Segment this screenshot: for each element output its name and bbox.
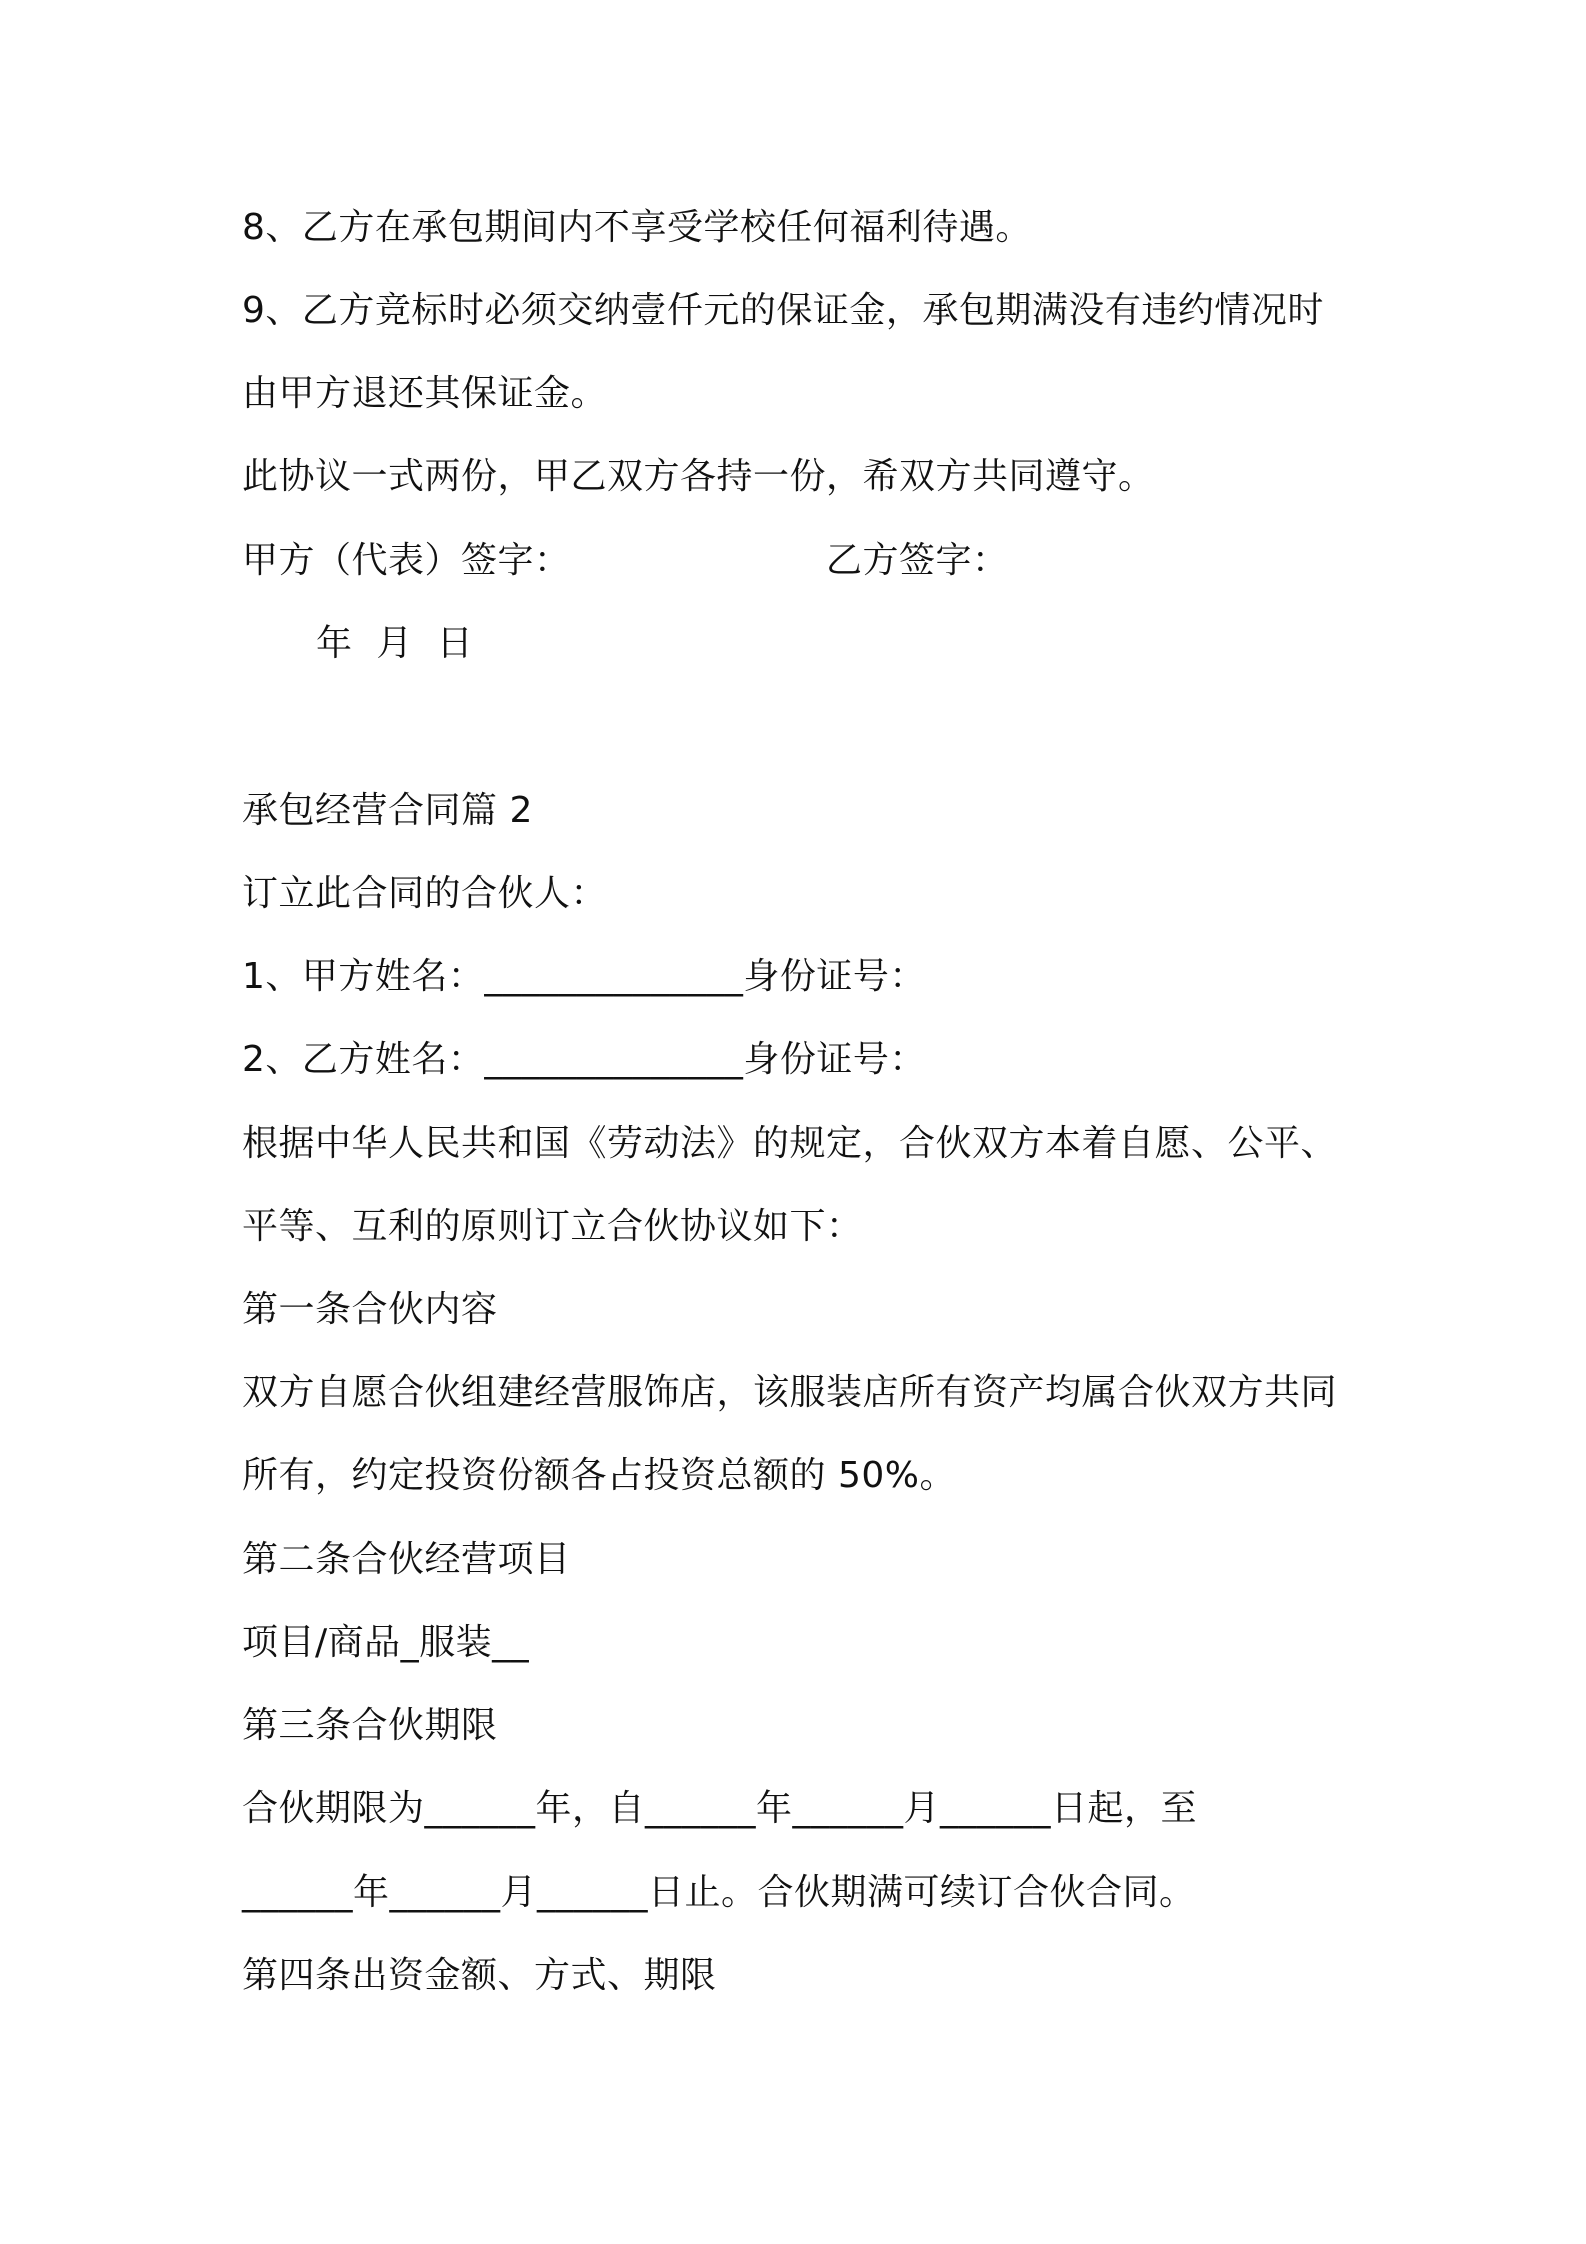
article-3-line-1: 合伙期限为______年，自______年______月______日起，至 [242, 1788, 1198, 1829]
section-2-title: 承包经营合同篇 2 [242, 790, 533, 831]
article-1-line-1: 双方自愿合伙组建经营服饰店，该服装店所有资产均属合伙双方共同 [242, 1372, 1338, 1413]
article-1-title: 第一条合伙内容 [242, 1289, 498, 1330]
clause-9-line-1: 9、乙方竞标时必须交纳壹仟元的保证金，承包期满没有违约情况时 [242, 290, 1324, 331]
signature-date: 年 月 日 [316, 623, 474, 664]
party-a-info: 1、甲方姓名：______________身份证号： [242, 956, 926, 997]
basis-line-1: 根据中华人民共和国《劳动法》的规定，合伙双方本着自愿、公平、 [242, 1123, 1338, 1164]
clause-8: 8、乙方在承包期间内不享受学校任何福利待遇。 [242, 207, 1032, 248]
closing-statement: 此协议一式两份，甲乙双方各持一份，希双方共同遵守。 [242, 456, 1155, 497]
article-4-title: 第四条出资金额、方式、期限 [242, 1955, 717, 1996]
article-3-title: 第三条合伙期限 [242, 1705, 498, 1746]
signature-party-b: 乙方签字： [826, 540, 1009, 581]
basis-line-2: 平等、互利的原则订立合伙协议如下： [242, 1206, 863, 1247]
clause-9-line-2: 由甲方退还其保证金。 [242, 373, 608, 414]
party-b-info: 2、乙方姓名：______________身份证号： [242, 1039, 926, 1080]
article-2-body: 项目/商品_服装__ [242, 1622, 530, 1663]
article-3-line-2: ______年______月______日止。合伙期满可续订合伙合同。 [242, 1872, 1196, 1913]
signature-party-a: 甲方（代表）签字： [242, 540, 571, 581]
partners-intro: 订立此合同的合伙人： [242, 873, 608, 914]
article-2-title: 第二条合伙经营项目 [242, 1539, 571, 1580]
article-1-line-2: 所有，约定投资份额各占投资总额的 50%。 [242, 1455, 956, 1496]
